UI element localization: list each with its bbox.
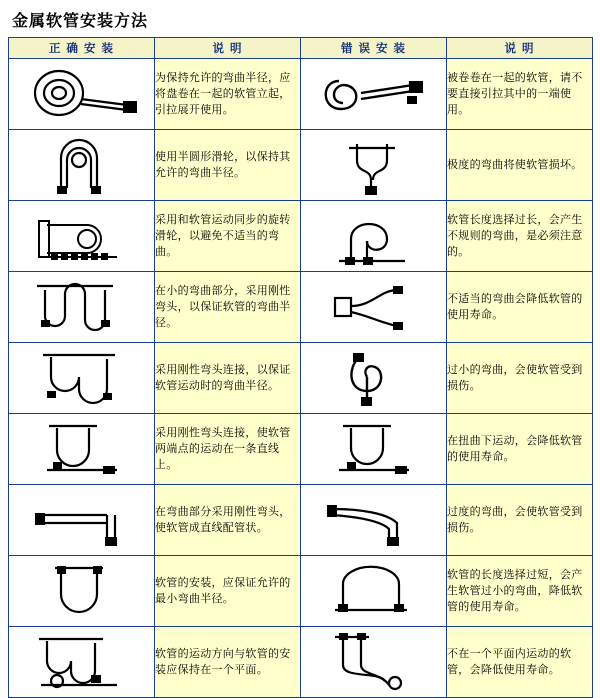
- note-correct: 软管的安装，应保证允许的最小弯曲半径。: [155, 556, 301, 627]
- figure-wrong: [301, 272, 447, 343]
- table-row: [9, 201, 593, 272]
- note-correct: 在弯曲部分采用刚性弯头，使软管成直线配管状。: [155, 485, 301, 556]
- figure-correct: [9, 343, 155, 414]
- table-row: [9, 414, 593, 485]
- page-title: 金属软管安装方法: [12, 11, 149, 30]
- note-wrong: 过度的弯曲，会使软管受到损伤。: [447, 485, 593, 556]
- column-header-wrong-note: 说 明: [447, 38, 593, 59]
- u-bend-straight-line-endpoints-icon: [17, 418, 147, 480]
- column-header-correct: 正 确 安 装: [9, 38, 155, 59]
- table-row: [9, 627, 593, 698]
- note-wrong: 软管长度选择过长，会产生不规则的弯曲，是必须注意的。: [447, 201, 593, 272]
- figure-correct: [9, 59, 155, 130]
- note-wrong: 在扭曲下运动，会降低软管的使用寿命。: [447, 414, 593, 485]
- coiled-hose-pulled-straight-icon: [309, 63, 439, 125]
- note-correct: 采用和软管运动同步的旋转滑轮，以避免不适当的弯曲。: [155, 201, 301, 272]
- figure-wrong: [301, 485, 447, 556]
- note-wrong: 不在一个平面内运动的软管，会降低使用寿命。: [447, 627, 593, 698]
- figure-wrong: [301, 59, 447, 130]
- column-header-wrong: 错 误 安 装: [301, 38, 447, 59]
- figure-wrong: [301, 627, 447, 698]
- figure-wrong: [301, 130, 447, 201]
- figure-wrong: [301, 201, 447, 272]
- hose-over-half-round-sheave-icon: [17, 134, 147, 196]
- column-header-correct-note: 说 明: [155, 38, 301, 59]
- figure-correct: [9, 130, 155, 201]
- figure-wrong: [301, 414, 447, 485]
- hose-twisted-while-moving-icon: [309, 418, 439, 480]
- note-wrong: 过小的弯曲，会使软管受到损伤。: [447, 343, 593, 414]
- figure-correct: [9, 556, 155, 627]
- rigid-elbow-at-small-bend-icon: [17, 276, 147, 338]
- figure-wrong: [301, 556, 447, 627]
- note-wrong: 软管的长度选择过短，会产生软管过小的弯曲，降低软管的使用寿命。: [447, 556, 593, 627]
- note-wrong: 被卷卷在一起的软管，请不要直接引拉其中的一端使用。: [447, 59, 593, 130]
- over-long-hose-irregular-loop-icon: [309, 205, 439, 267]
- improper-tight-bend-at-fitting-icon: [309, 276, 439, 338]
- note-correct: 为保持允许的弯曲半径，应将盘卷在一起的软管立起，引拉展开使用。: [155, 59, 301, 130]
- table-row: [9, 485, 593, 556]
- figure-correct: [9, 485, 155, 556]
- coiled-hose-standing-upright-icon: [17, 63, 147, 125]
- table-row: [9, 59, 593, 130]
- figure-correct: [9, 272, 155, 343]
- hose-sharply-bent-at-clamp-icon: [309, 134, 439, 196]
- hose-moving-out-of-plane-icon: [309, 631, 439, 693]
- hose-motion-in-same-plane-icon: [17, 631, 147, 693]
- vertical-u-hose-min-bend-radius-icon: [17, 560, 147, 622]
- figure-correct: [9, 627, 155, 698]
- note-wrong: 极度的弯曲将使软管损坏。: [447, 130, 593, 201]
- note-wrong: 不适当的弯曲会降低软管的使用寿命。: [447, 272, 593, 343]
- installation-methods-table: [8, 37, 593, 698]
- rigid-elbow-straight-pipe-layout-icon: [17, 489, 147, 551]
- figure-correct: [9, 414, 155, 485]
- table-row: [9, 130, 593, 201]
- too-small-radius-u-bend-icon: [309, 347, 439, 409]
- table-row: [9, 272, 593, 343]
- table-header-row: [9, 38, 593, 59]
- note-correct: 采用刚性弯头连接，以保证软管运动时的弯曲半径。: [155, 343, 301, 414]
- table-row: [9, 343, 593, 414]
- over-long-hose-sagging-arch-icon: [309, 560, 439, 622]
- note-correct: 采用刚性弯头连接，使软管两端点的运动在一条直线上。: [155, 414, 301, 485]
- table-row: [9, 556, 593, 627]
- excessive-bend-at-elbow-icon: [309, 489, 439, 551]
- figure-wrong: [301, 343, 447, 414]
- hose-on-rotating-pulley-with-chain-icon: [17, 205, 147, 267]
- note-correct: 软管的运动方向与软管的安装应保持在一个平面。: [155, 627, 301, 698]
- u-loop-with-rigid-elbows-icon: [17, 347, 147, 409]
- note-correct: 在小的弯曲部分，采用刚性弯头，以保证软管的弯曲半径。: [155, 272, 301, 343]
- figure-correct: [9, 201, 155, 272]
- note-correct: 使用半圆形滑轮，以保持其允许的弯曲半径。: [155, 130, 301, 201]
